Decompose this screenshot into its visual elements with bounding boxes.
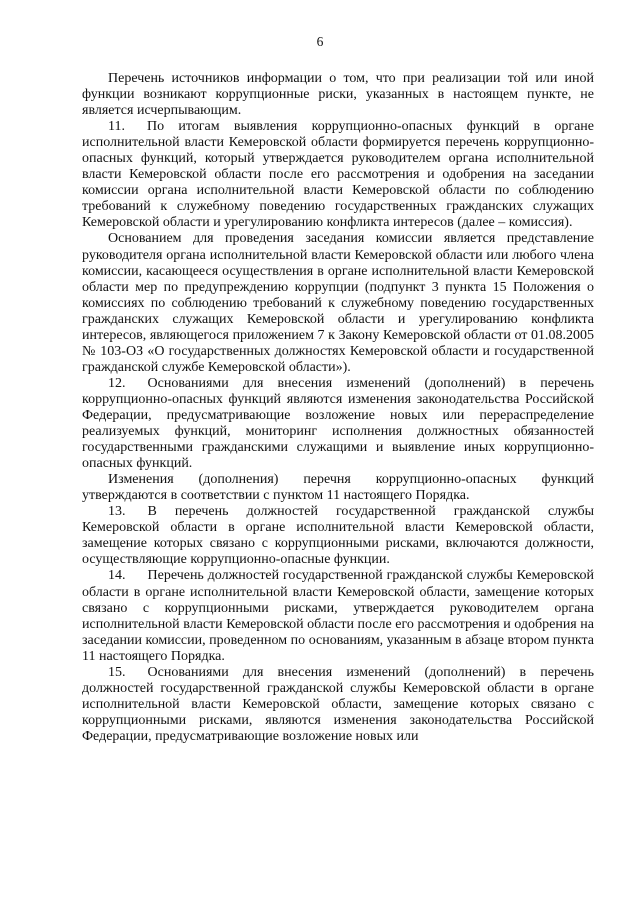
paragraph bbox=[82, 665, 594, 745]
paragraph-number: 11. bbox=[108, 119, 125, 135]
paragraph bbox=[82, 504, 594, 568]
paragraph bbox=[82, 119, 594, 231]
paragraph-number: 12. bbox=[108, 375, 126, 391]
document-body bbox=[82, 71, 594, 745]
paragraph-text: Перечень должностей государственной гражданской службы Кемеровской области в органе исполнительной власти Кемеровской области, замещение которых связано с коррупционными рисками, утверждается руководителем органа исполнительной власти Кемеровской области после его рассмотрения и одобрения на заседании комиссии, проведенном по основаниям, указанным в абзаце втором пункта 11 настоящего Порядка. bbox=[82, 568, 594, 664]
paragraph bbox=[82, 376, 594, 472]
paragraph-number: 15. bbox=[108, 664, 126, 680]
paragraph-text: Перечень источников информации о том, что при реализации той или иной функции возникают коррупционные риски, указанных в настоящем пункте, не является исчерпывающим. bbox=[82, 71, 594, 119]
paragraph bbox=[82, 71, 594, 119]
paragraph-text: По итогам выявления коррупционно-опасных функций в органе исполнительной власти Кемеровской области формируется перечень коррупционно-опасных функций, который утверждается руководителем органа исполнительной власти Кемеровской области после его рассмотрения и одобрения на заседании комиссии органа исполнительной власти Кемеровской области по соблюдению требований к служебному поведению государственных гражданских служащих Кемеровской области и урегулированию конфликта интересов (далее – комиссия). bbox=[82, 119, 594, 231]
paragraph-text: Изменения (дополнения) перечня коррупционно-опасных функций утверждаются в соответствии с пунктом 11 настоящего Порядка. bbox=[82, 472, 594, 504]
paragraph-text: Основаниями для внесения изменений (дополнений) в перечень должностей государственной гражданской службы Кемеровской области в органе исполнительной власти Кемеровской области, замещение которых связано с коррупционными рисками, являются изменения законодательства Российской Федерации, предусматривающие возложение новых или bbox=[82, 664, 594, 744]
page-number: 6 bbox=[316, 34, 324, 49]
paragraph-text: Основаниями для внесения изменений (дополнений) в перечень коррупционно-опасных функций являются изменения законодательства Российской Федерации, предусматривающие возложение новых или перераспределение реализуемых функций, мониторинг исполнения должностных обязанностей государственными гражданскими служащими и выявление иных коррупционно-опасных функций. bbox=[82, 375, 594, 472]
paragraph bbox=[82, 472, 594, 504]
paragraph-text: В перечень должностей государственной гражданской службы Кемеровской области в органе исполнительной власти Кемеровской области, замещение которых связано с коррупционными рисками, включаются должности, осуществляющие коррупционно-опасные функции. bbox=[82, 504, 594, 568]
paragraph-number: 13. bbox=[108, 504, 126, 520]
paragraph bbox=[82, 568, 594, 664]
paragraph bbox=[82, 231, 594, 375]
paragraph-number: 14. bbox=[108, 568, 126, 584]
paragraph-text: Основанием для проведения заседания комиссии является представление руководителя органа исполнительной власти Кемеровской области или любого члена комиссии, касающееся осуществления в органе исполнительной власти Кемеровской области мер по предупреждению коррупции (подпункт 3 пункта 15 Положения о комиссиях по соблюдению требований к служебному поведению государственных гражданских служащих Кемеровской области и урегулированию конфликта интересов, являющегося приложением 7 к Закону Кемеровской области от 01.08.2005 № 103-ОЗ «О государственных должностях Кемеровской области и государственной гражданской службе Кемеровской области»). bbox=[82, 231, 594, 375]
